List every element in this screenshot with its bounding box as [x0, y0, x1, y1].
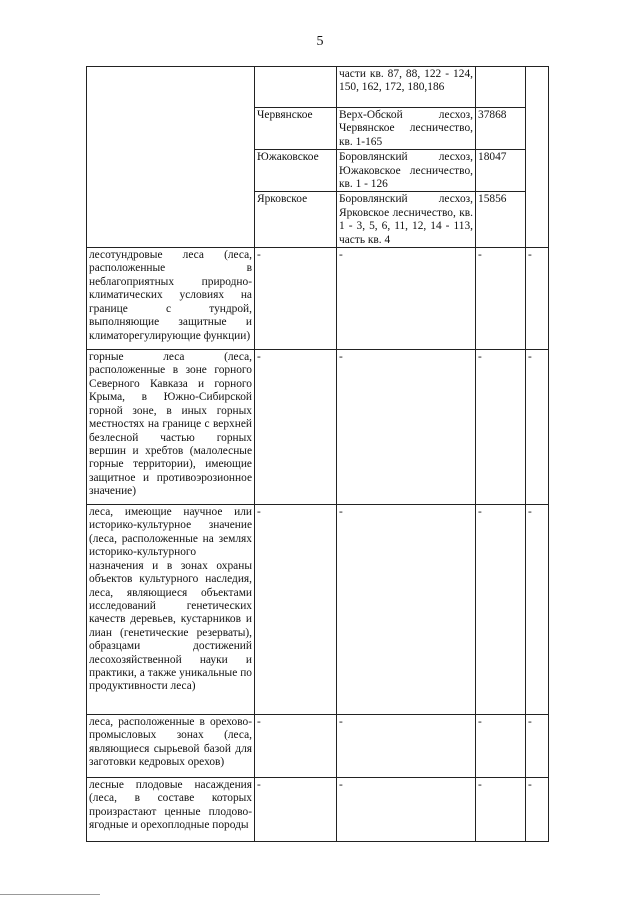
forestry-cell: Боровлянский лесхоз, Южаковское лесничество, кв. 1 - 126 — [337, 150, 476, 192]
dash-cell: - — [337, 248, 476, 350]
area-cell: 18047 — [476, 150, 526, 192]
table-row — [87, 248, 549, 350]
dash-cell: - — [526, 248, 549, 350]
extra-cell — [526, 67, 549, 248]
area-cell — [476, 67, 526, 108]
category-cell: лесные плодовые насаждения (леса, в составе которых произрастают ценные плодово-ягодные и орехоплодные породы — [87, 778, 255, 842]
dash-cell: - — [337, 505, 476, 715]
area-cell: 37868 — [476, 108, 526, 150]
table-row — [87, 67, 549, 108]
dash-cell: - — [255, 505, 337, 715]
dash-cell: - — [476, 248, 526, 350]
dash-cell: - — [526, 350, 549, 505]
category-cell: горные леса (леса, расположенные в зоне горного Северного Кавказа и горного Крыма, в Южно-Сибирской горной зоне, в иных горных местностях на границе с верхней безлесной частью горных вершин и хребтов (малолесные горные территории), имеющие защитное и противоэрозионное значение) — [87, 350, 255, 505]
dash-cell: - — [255, 248, 337, 350]
dash-cell: - — [255, 778, 337, 842]
dash-cell: - — [476, 778, 526, 842]
category-cell-empty — [87, 67, 255, 248]
table-row — [87, 715, 549, 778]
category-cell: лесотундровые леса (леса, расположенные в неблагоприятных природно-климатических условиях на границе с тундрой, выполняющие защитные и климаторегулирующие функции) — [87, 248, 255, 350]
district-cell: Южаковское — [255, 150, 337, 192]
district-cell: Червянское — [255, 108, 337, 150]
table-row — [87, 778, 549, 842]
dash-cell: - — [337, 715, 476, 778]
dash-cell: - — [255, 350, 337, 505]
page-number: 5 — [316, 34, 324, 49]
dash-cell: - — [476, 350, 526, 505]
district-cell — [255, 67, 337, 108]
dash-cell: - — [476, 715, 526, 778]
table-row — [87, 505, 549, 715]
dash-cell: - — [526, 778, 549, 842]
dash-cell: - — [255, 715, 337, 778]
dash-cell: - — [337, 350, 476, 505]
forestry-cell: Боровлянский лесхоз, Ярковское лесничество, кв. 1 - 3, 5, 6, 11, 12, 14 - 113, часть кв. 4 — [337, 192, 476, 248]
page-bottom-rule — [0, 894, 100, 895]
area-cell: 15856 — [476, 192, 526, 248]
forestry-cell: Верх-Обской лесхоз, Червянское лесничество, кв. 1-165 — [337, 108, 476, 150]
forestry-cell: части кв. 87, 88, 122 - 124, 150, 162, 172, 180,186 — [337, 67, 476, 108]
table-row — [87, 350, 549, 505]
dash-cell: - — [476, 505, 526, 715]
category-cell: леса, имеющие научное или историко-культурное значение (леса, расположенные на землях историко-культурного назначения и в зонах охраны объектов культурного наследия, леса, являющиеся объектами исследований генетических качеств деревьев, кустарников и лиан (генетические резерваты), образцами достижений лесохозяйственной науки и практики, а также уникальные по продуктивности леса) — [87, 505, 255, 715]
dash-cell: - — [337, 778, 476, 842]
district-cell: Ярковское — [255, 192, 337, 248]
dash-cell: - — [526, 505, 549, 715]
forest-category-table — [86, 66, 549, 842]
dash-cell: - — [526, 715, 549, 778]
category-cell: леса, расположенные в орехово-промысловых зонах (леса, являющиеся сырьевой базой для заготовки кедровых орехов) — [87, 715, 255, 778]
